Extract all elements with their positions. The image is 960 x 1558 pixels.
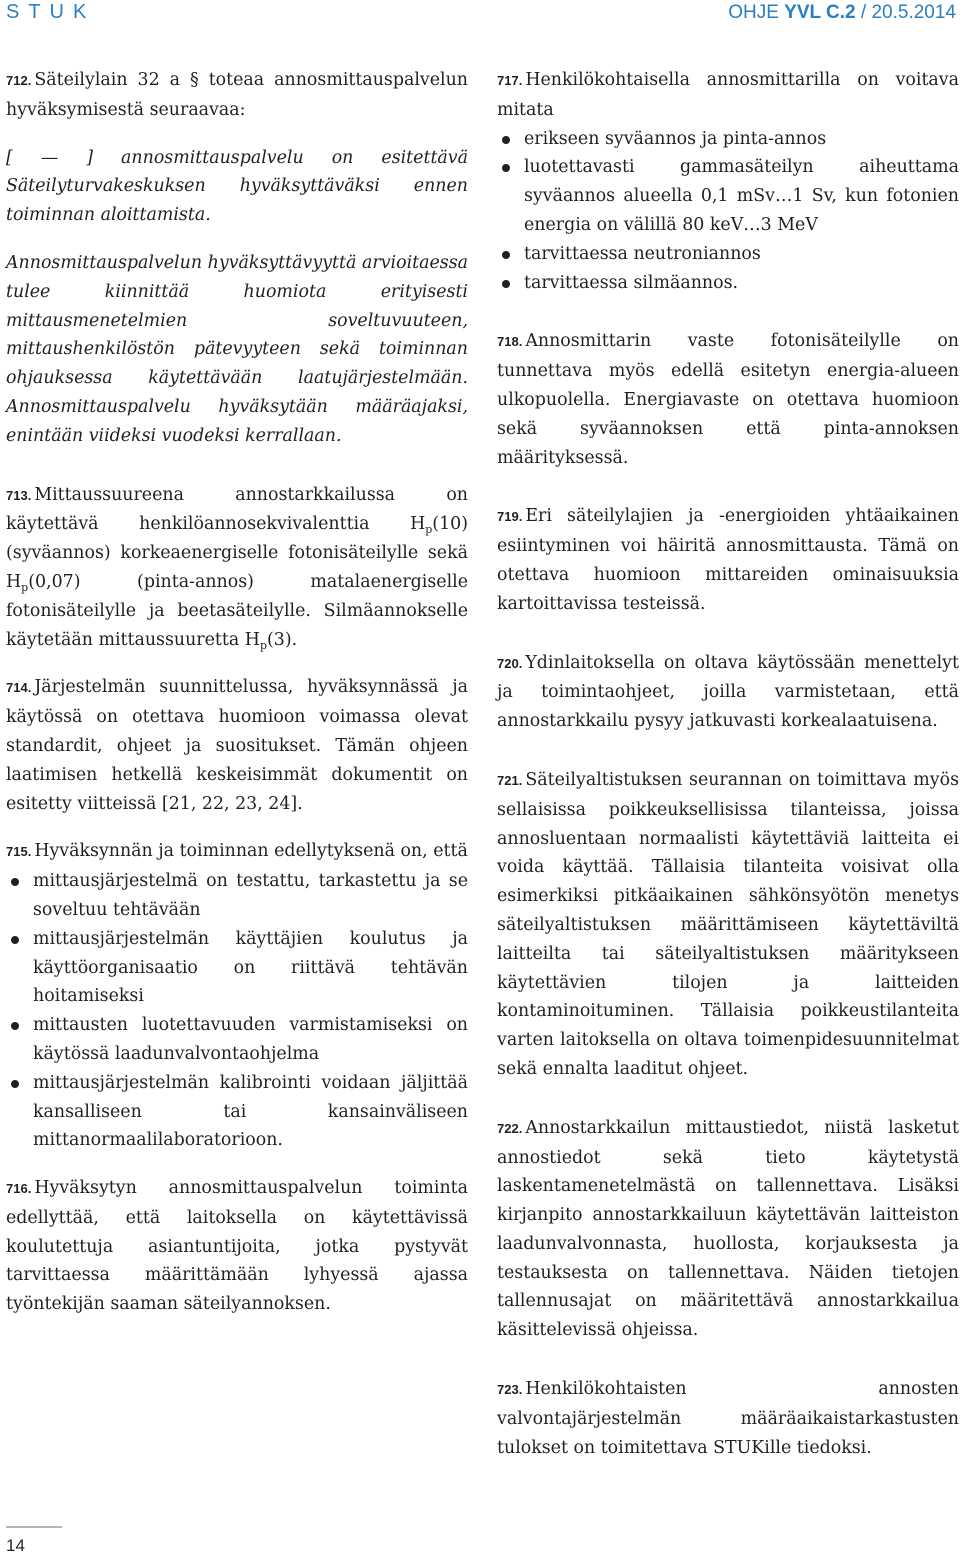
dosimeter-list: [497, 125, 959, 298]
footer-divider: [6, 1526, 62, 1528]
list-item: tarvittaessa neutroniannos: [497, 240, 959, 269]
paragraph-716: [6, 1174, 468, 1319]
paragraph-number: 713.: [6, 487, 32, 503]
requirements-list: [6, 867, 468, 1155]
paragraph-text: Henkilökohtaisten annosten valvontajärjestelmän määräaikaistarkastusten tulokset on toimitettava STUKille tiedoksi.: [497, 1379, 959, 1458]
paragraph-number: 723.: [497, 1382, 523, 1398]
paragraph-text: Ydinlaitoksella on oltava käytössään menettelyt ja toimintaohjeet, joilla varmistetaan, että annostarkkailu pysyy jatkuvasti korkealaatuisena.: [497, 652, 959, 732]
paragraph-717: [497, 66, 959, 125]
paragraph-number: 719.: [497, 509, 523, 525]
paragraph-text: Säteilylain 32 a § toteaa annosmittauspalvelun hyväksymisestä seuraavaa:: [6, 70, 468, 120]
paragraph-number: 718.: [497, 334, 523, 350]
right-column: [497, 66, 959, 1462]
paragraph-text: Henkilökohtaisella annosmittarilla on voitava mitata: [497, 70, 959, 120]
paragraph-number: 715.: [6, 844, 32, 860]
guide-id: YVL C.2: [784, 2, 856, 23]
paragraph-text: Annostarkkailun mittaustiedot, niistä lasketut annostiedot sekä tieto käytetystä laskentamenetelmästä on tallennettava. Lisäksi kirjanpito annostarkkailuun käytettävän laitteiston laadunvalvonnasta, huollosta, korjauksesta ja testauksesta on tallennettava. Näiden tietojen tallennusajat on määritettävä annostarkkailua käsittelevissä ohjeissa.: [497, 1117, 959, 1341]
paragraph-720: [497, 649, 959, 736]
paragraph-721: [497, 766, 959, 1084]
paragraph-text: Eri säteilylajien ja -energioiden yhtäaikainen esiintyminen voi häiritä annosmittausta. Tämä on otettava huomioon mittareiden ominaisuuksia kartoittavissa testeissä.: [497, 506, 959, 614]
paragraph-text: Säteilyaltistuksen seurannan on toimittava myös sellaisissa poikkeuksellisissa tilanteissa, joissa annosluentaan normaalisti käytettäviä laitteita ei voida käyttää. Tällaisia tilanteita voisivat olla esimerkiksi pitkäaikainen sähkönsyötön menetys säteilyaltistuksen määrittämiseen käytettäviltä laitteilta tai säteilyaltistuksen määritykseen käytettävien tilojen ja laitteiden kontaminoituminen. Tällaisia poikkeustilanteita varten laitoksella on oltava toimenpidesuunnitelmat sekä ennalta laaditut ohjeet.: [497, 769, 959, 1079]
page-header: [0, 0, 960, 32]
list-item: mittausten luotettavuuden varmistamiseksi on käytössä laadunvalvontaohjelma: [6, 1011, 468, 1069]
paragraph-714: [6, 673, 468, 818]
paragraph-text: Hyväksynnän ja toiminnan edellytyksenä on, että: [34, 841, 468, 862]
paragraph-718: [497, 327, 959, 472]
paragraph-number: 722.: [497, 1120, 523, 1136]
guide-date: / 20.5.2014: [855, 2, 956, 23]
list-item: mittausjärjestelmän kalibrointi voidaan jäljittää kansalliseen tai kansainväliseen mittanormaalilaboratorioon.: [6, 1069, 468, 1155]
paragraph-713: 713. Mittaussuureena annostarkkailussa on käytettävä henkilöannosekvivalenttia $H_p(10)$ (syväannos) korkeaenergiselle fotonisäteilylle sekä $H_p(0,07)$ (pinta-annos) matalaenergiselle fotonisäteilylle ja beetasäteilylle. Silmäannokselle käytetään mittaussuuretta $H_p(3)$.: [6, 484, 468, 652]
page-number: 14: [6, 1536, 25, 1555]
paragraph-text: Annosmittarin vaste fotonisäteilylle on tunnettava myös edellä esitetyn energia-alueen ulkopuolella. Energiavaste on otettava huomioon sekä syväannoksen että pinta-annoksen määrityksessä.: [497, 331, 959, 468]
law-quote: [ — ] annosmittauspalvelu on esitettävä Säteilyturvakeskuksen hyväksyttäväksi ennen toiminnan aloittamista.: [6, 147, 468, 226]
guide-reference: [728, 2, 956, 24]
paragraph-723: [497, 1375, 959, 1462]
paragraph-number: 716.: [6, 1181, 32, 1197]
paragraph-text: Hyväksytyn annosmittauspalvelun toiminta edellyttää, että laitoksella on käytettävissä koulutettuja asiantuntijoita, jotka pystyvät tarvittaessa määrittämään lyhyessä ajassa työntekijän saaman säteilyannoksen.: [6, 1178, 468, 1315]
list-item: mittausjärjestelmän käyttäjien koulutus ja käyttöorganisaatio on riittävä tehtävän hoitamiseksi: [6, 925, 468, 1011]
paragraph-number: 712.: [6, 73, 32, 88]
paragraph-text: Järjestelmän suunnittelussa, hyväksynnässä ja käytössä on otettava huomioon voimassa olevat standardit, ohjeet ja suositukset. Tämän ohjeen laatimisen hetkellä keskeisimmät dokumentit on esitetty viitteissä [21, 22, 23, 24].: [6, 677, 468, 814]
paragraph-715: [6, 837, 468, 867]
stuk-brand: STUK: [6, 1, 96, 23]
paragraph-number: 714.: [6, 680, 32, 696]
paragraph-number: 720.: [497, 655, 523, 671]
paragraph-722: [497, 1114, 959, 1345]
list-item: luotettavasti gammasäteilyn aiheuttama syväannos alueella 0,1 mSv…1 Sv, kun fotonien energia on välillä 80 keV…3 MeV: [497, 153, 959, 239]
paragraph-number: 721.: [497, 772, 523, 788]
approval-note: Annosmittauspalvelun hyväksyttävyyttä arvioitaessa tulee kiinnittää huomiota erityisesti mittausmenetelmien soveltuvuuteen, mittaushenkilöstön pätevyyteen sekä toiminnan ohjauksessa käytettävään laatujärjestelmään. Annosmittauspalvelu hyväksytään määräajaksi, enintään viideksi vuodeksi kerrallaan.: [6, 252, 468, 446]
left-column: [6, 66, 468, 1319]
guide-prefix: OHJE: [728, 2, 785, 23]
list-item: tarvittaessa silmäannos.: [497, 269, 959, 298]
list-item: erikseen syväannos ja pinta-annos: [497, 125, 959, 154]
list-item: mittausjärjestelmä on testattu, tarkastettu ja se soveltuu tehtävään: [6, 867, 468, 925]
paragraph-number: 717.: [497, 73, 523, 88]
paragraph-712: [6, 66, 468, 125]
paragraph-719: [497, 502, 959, 618]
